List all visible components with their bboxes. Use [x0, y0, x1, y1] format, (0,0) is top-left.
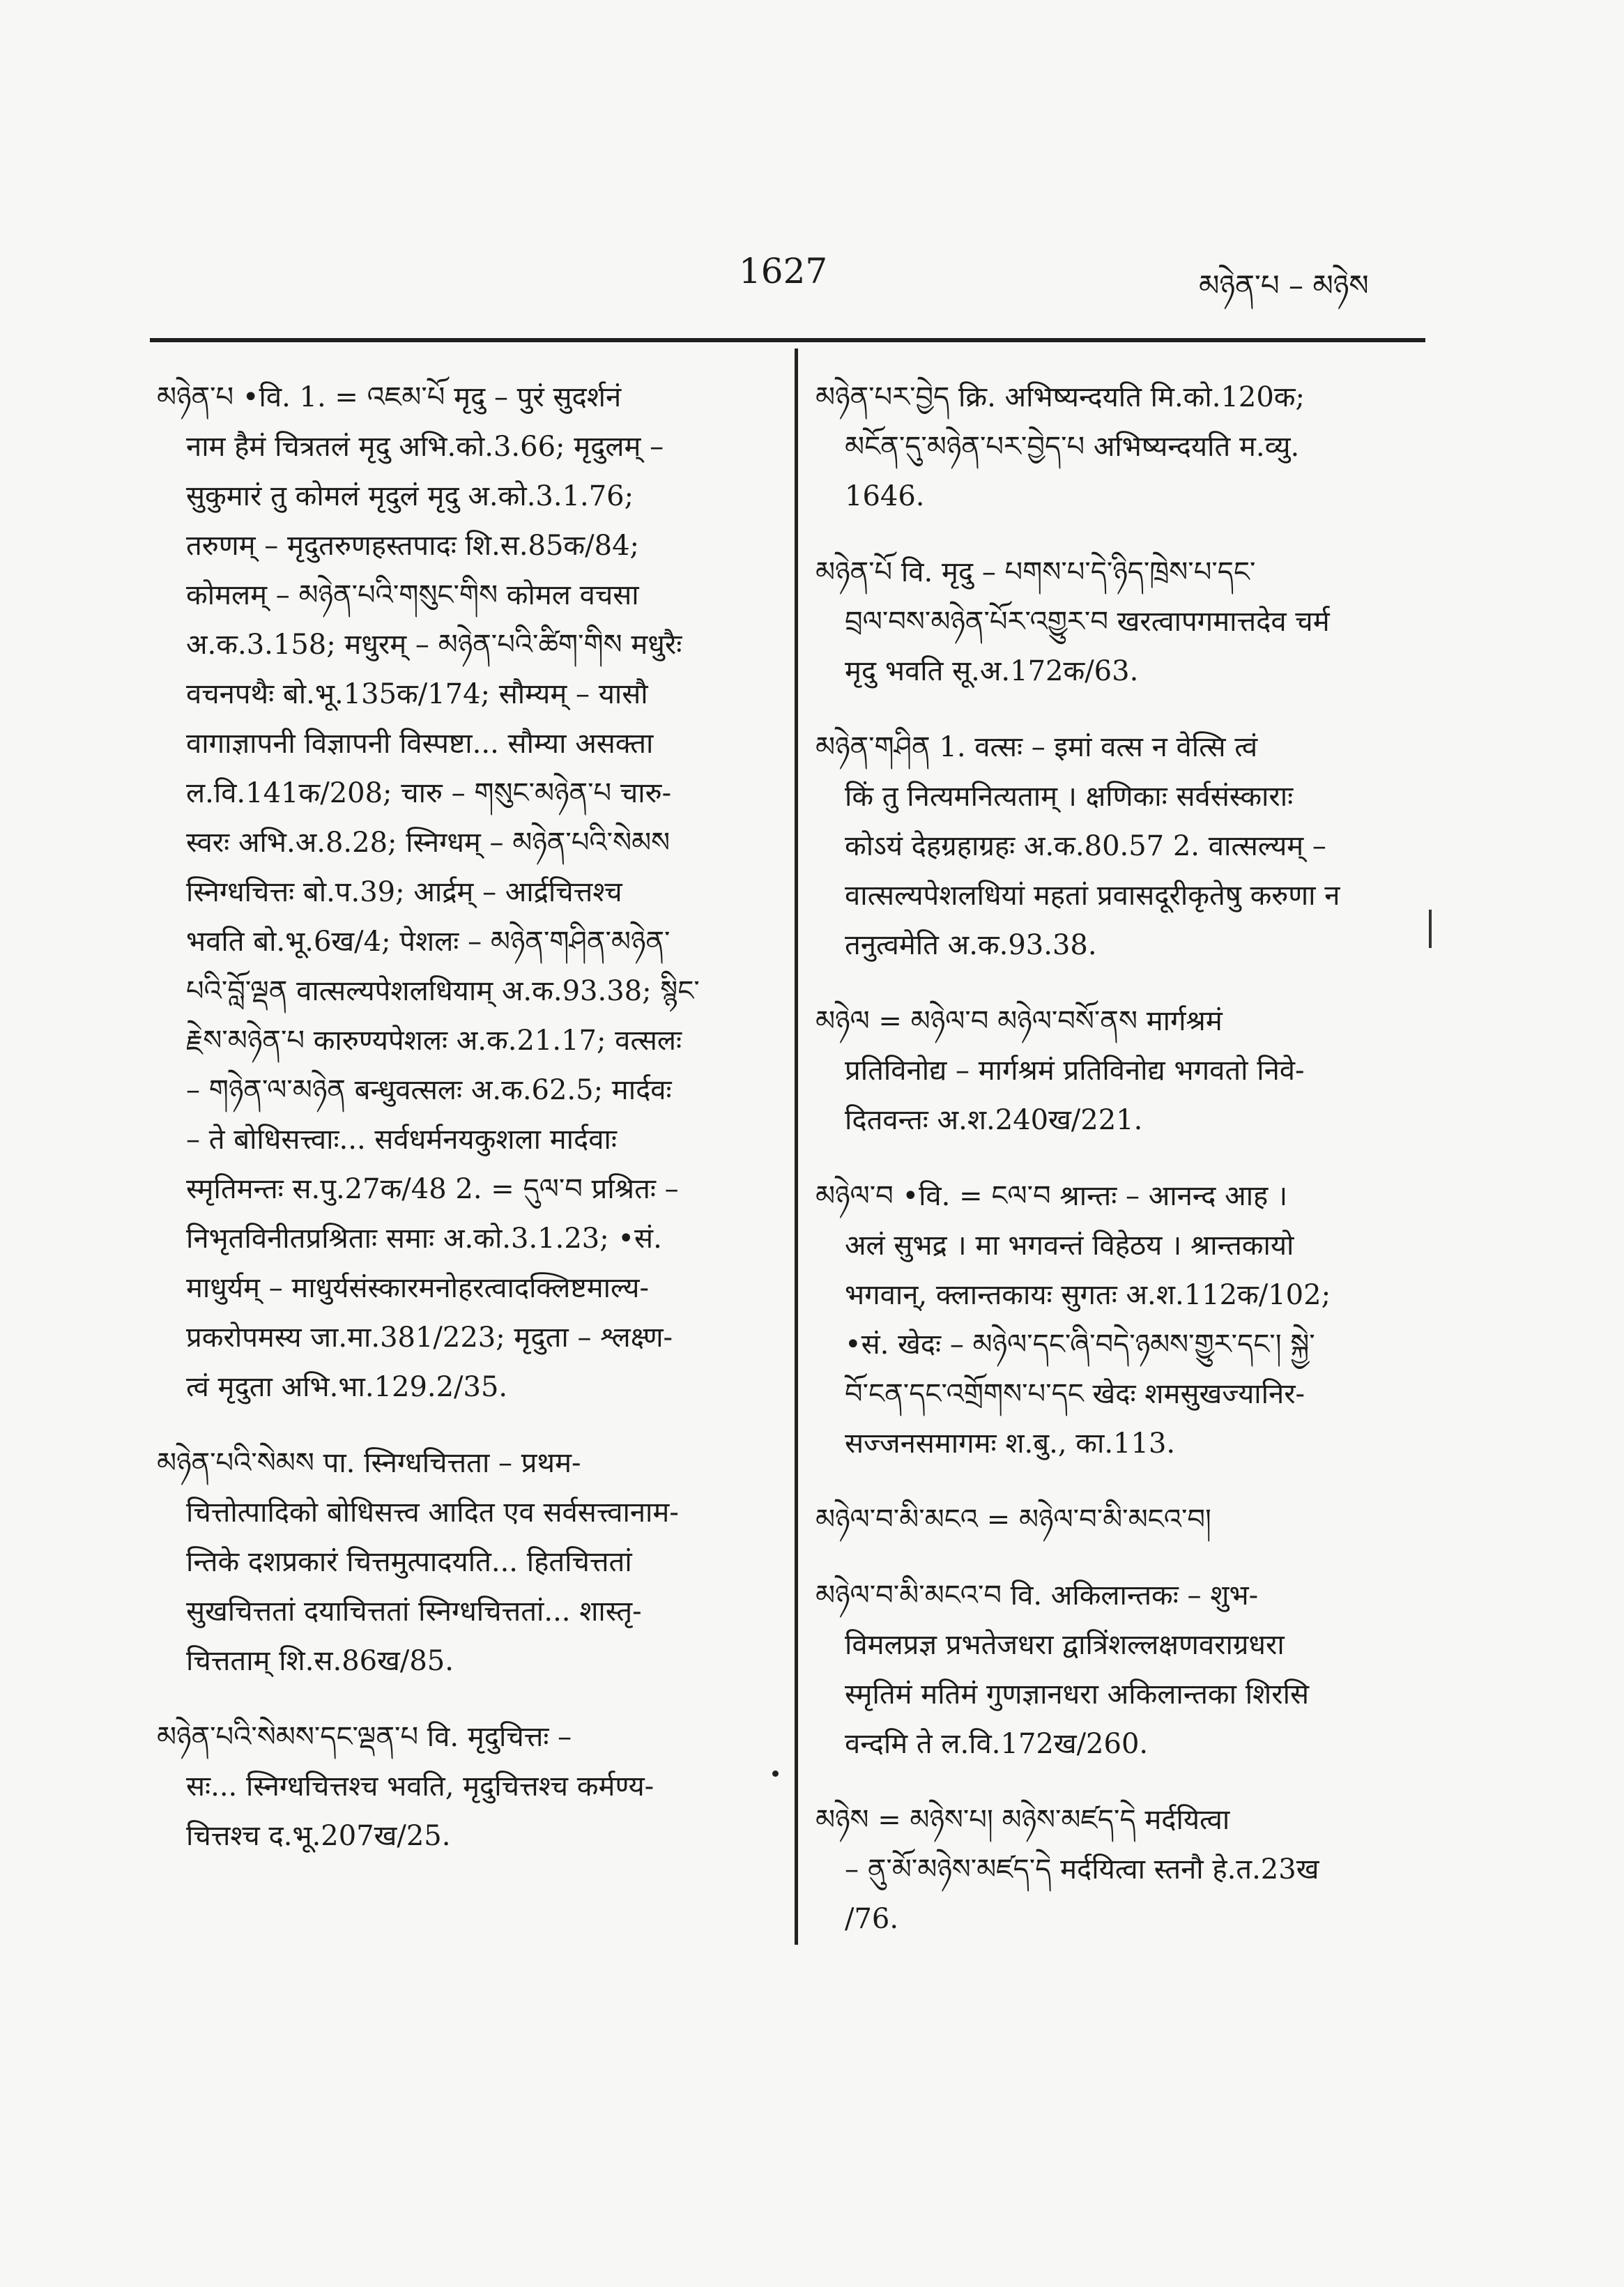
entry-text-line: /76.	[845, 1903, 899, 1935]
entry-text-line: सः... स्निग्धचित्तश्च भवति, मृदुचित्तश्च कर्मण्य-	[186, 1770, 654, 1803]
entry-text-line: तनुत्वमेति अ.क.93.38.	[845, 929, 1097, 961]
entry-text-line: वन्दमि ते ल.वि.172ख/260.	[845, 1728, 1149, 1760]
entry-text-line: कोऽयं देहग्रहाग्रहः अ.क.80.57 2. वात्सल्यम् –	[845, 830, 1326, 862]
entry-headword-line: མཉེལ = མཉེལ་བ མཉེལ་བསོ་ནས मार्गश्रमं	[815, 1005, 1223, 1037]
entry-text-line: མངོན་དུ་མཉེན་པར་བྱེད་པ अभिष्यन्दयति म.व्यु.	[845, 431, 1300, 463]
running-head: མཉེན་པ – མཉེས	[1199, 268, 1369, 303]
entry-mnyen-pai-sems	[157, 1439, 756, 1686]
entry-headword-line: མཉེན་པ •वि. 1. = འཇམ་པོ मृदु – पुरं सुदर्शनं	[157, 381, 622, 413]
entry-mnyen-pa	[157, 373, 756, 1412]
entry-text-line: माधुर्यम् – माधुर्यसंस्कारमनोहरत्वादक्लिष्टमाल्य-	[186, 1272, 649, 1304]
entry-mnyel-ba-mi-mnga	[815, 1495, 1415, 1545]
entry-mnyes	[815, 1796, 1415, 1944]
entry-text-line: प्रकरोपमस्य जा.मा.381/223; मृदुता – श्लक्ष्ण-	[186, 1322, 673, 1354]
entry-text-line: བྲལ་བས་མཉེན་པོར་འགྱུར་བ खरत्वापगमात्तदेव चर्म	[845, 606, 1330, 638]
entry-text-line: 1646.	[845, 480, 925, 512]
entry-text-line: वागाज्ञापनी विज्ञापनी विस्पष्टा... सौम्या असक्ता	[186, 728, 654, 760]
page-number: 1627	[739, 251, 828, 291]
entry-text-line: – ནུ་མོ་མཉེས་མཛད་དེ मर्दयित्वा स्तनौ हे.त.23ख	[845, 1853, 1319, 1886]
entry-text-line: स्निग्धचित्तः बो.प.39; आर्द्रम् – आर्द्रचित्तश्च	[186, 876, 622, 908]
entry-text-line: स्वरः अभि.अ.8.28; स्निग्धम् – མཉེན་པའི་སེམས	[186, 827, 671, 859]
entry-headword-line: མཉེན་པའི་སེམས་དང་ལྡན་པ वि. मृदुचित्तः –	[157, 1721, 572, 1753]
entry-mnyel-ba-mi-mnga-ba	[815, 1571, 1415, 1769]
entry-text-line: – ते बोधिसत्त्वाः... सर्वधर्मनयकुशला मार्दवाः	[186, 1124, 617, 1156]
entry-text-line: निभृतविनीतप्रश्रिताः समाः अ.को.3.1.23; •सं.	[186, 1223, 662, 1255]
entry-text-line: स्मृतिमं मतिमं गुणज्ञानधरा अकिलान्तका शिरसि	[845, 1678, 1310, 1711]
entry-text-line: तरुणम् – मृदुतरुणहस्तपादः शि.स.85क/84;	[186, 530, 640, 562]
entry-text-line: मृदु भवति सू.अ.172क/63.	[845, 655, 1139, 687]
entry-mnyen-gshin	[815, 723, 1415, 970]
entry-text-line: भगवान्, क्लान्तकायः सुगतः अ.श.112क/102;	[845, 1279, 1331, 1311]
entry-text-line: चित्तश्च द.भू.207ख/25.	[186, 1820, 451, 1852]
entry-text-line: चित्तोत्पादिको बोधिसत्त्व आदित एव सर्वसत्त्वानाम-	[186, 1497, 679, 1529]
entry-text-line: किं तु नित्यमनित्यताम् । क्षणिकाः सर्वसंस्काराः	[845, 781, 1294, 813]
header-rule	[150, 338, 1425, 342]
entry-headword-line: མཉེས = མཉེས་པ། མཉེས་མཛད་དེ मर्दयित्वा	[815, 1804, 1230, 1836]
entry-text-line: – གཉེན་ལ་མཉེན बन्धुवत्सलः अ.क.62.5; मार्दवः	[186, 1074, 672, 1106]
entry-headword-line: མཉེན་པར་བྱེད क्रि. अभिष्यन्दयति मि.को.120क;	[815, 381, 1305, 413]
entry-headword-line: མཉེལ་བ་མི་མངའ་བ वि. अकिलान्तकः – शुभ-	[815, 1580, 1259, 1612]
entry-text-line: अ.क.3.158; मधुरम् – མཉེན་པའི་ཚིག་གིས मधुरैः	[186, 629, 682, 661]
entry-mnyel-ba	[815, 1172, 1415, 1469]
entry-text-line: པའི་བློ་ལྡན वात्सल्यपेशलधियाम् अ.क.93.38; སྙིང་	[186, 975, 700, 1007]
entry-text-line: प्रतिविनोद्य – मार्गश्रमं प्रतिविनोद्य भगवतो निवे-	[845, 1055, 1305, 1087]
entry-mnyel	[815, 997, 1415, 1145]
entry-text-line: सज्जनसमागमः श.बु., का.113.	[845, 1428, 1176, 1460]
entry-text-line: कोमलम् – མཉེན་པའི་གསུང་གིས कोमल वचसा	[186, 579, 639, 611]
margin-mark	[1429, 910, 1432, 948]
left-column	[157, 373, 756, 1888]
entry-headword-line: མཉེལ་བ་མི་མངའ = མཉེལ་བ་མི་མངའ་བ།	[815, 1504, 1211, 1536]
entry-mnyen-po	[815, 548, 1415, 696]
entry-headword-line: མཉེལ་བ •वि. = ངལ་བ श्रान्तः – आनन्द आह ।	[815, 1180, 1288, 1212]
entry-text-line: स्मृतिमन्तः स.पु.27क/48 2. = དུལ་བ प्रश्रितः –	[186, 1173, 679, 1205]
entry-headword-line: མཉེན་པོ वि. मृदु – པགས་པ་དེ་ཉིད་ཁྲེས་པ་དང་	[815, 556, 1256, 588]
entry-headword-line: མཉེན་གཤིན 1. वत्सः – इमां वत्स न वेत्सि त्वं	[815, 731, 1258, 763]
entry-text-line: विमलप्रज्ञ प्रभतेजधरा द्वात्रिंशल्लक्षणवराग्रधरा	[845, 1629, 1285, 1661]
entry-text-line: दितवन्तः अ.श.240ख/221.	[845, 1104, 1143, 1136]
entry-text-line: त्वं मृदुता अभि.भा.129.2/35.	[186, 1371, 508, 1403]
entry-text-line: རྗེས་མཉེན་པ कारुण्यपेशलः अ.क.21.17; वत्सलः	[186, 1025, 682, 1057]
entry-text-line: भवति बो.भू.6ख/4; पेशलः – མཉེན་གཤིན་མཉེན་	[186, 926, 671, 958]
entry-text-line: वात्सल्यपेशलधियां महतां प्रवासदूरीकृतेषु करुणा न	[845, 880, 1340, 912]
entry-text-line: ल.वि.141क/208; चारु – གསུང་མཉེན་པ चारु-	[186, 777, 672, 809]
entry-text-line: •सं. खेदः – མཉེལ་དང་ཞི་བདེ་ཉམས་གྱུར་དང་། སྐྱེ་	[845, 1329, 1315, 1361]
entry-text-line: वचनपथैः बो.भू.135क/174; सौम्यम् – यासौ	[186, 678, 648, 710]
entry-text-line: न्तिके दशप्रकारं चित्तमुत्पादयति... हितचित्ततां	[186, 1546, 632, 1578]
column-divider	[795, 349, 798, 1945]
entry-headword-line: མཉེན་པའི་སེམས पा. स्निग्धचित्तता – प्रथम-	[157, 1447, 581, 1479]
footer-dot	[772, 1770, 779, 1777]
entry-text-line: नाम हैमं चित्रतलं मृदु अभि.को.3.66; मृदुलम् –	[186, 431, 664, 463]
entry-text-line: सुकुमारं तु कोमलं मृदुलं मृदु अ.को.3.1.76;	[186, 480, 634, 512]
entry-mnyen-par-byed	[815, 373, 1415, 521]
entry-mnyen-pai-sems-dang-ldan-pa	[157, 1713, 756, 1861]
right-column	[815, 373, 1415, 1971]
entry-text-line: सुखचित्ततां दयाचित्ततां स्निग्धचित्ततां... शास्तृ-	[186, 1596, 642, 1628]
entry-text-line: བོ་ངན་དང་འགྲོགས་པ་དང खेदः शमसुखज्यानिर-	[845, 1378, 1305, 1410]
entry-text-line: चित्तताम् शि.स.86ख/85.	[186, 1645, 454, 1677]
entry-text-line: अलं सुभद्र । मा भगवन्तं विहेठय । श्रान्तकायो	[845, 1230, 1294, 1262]
